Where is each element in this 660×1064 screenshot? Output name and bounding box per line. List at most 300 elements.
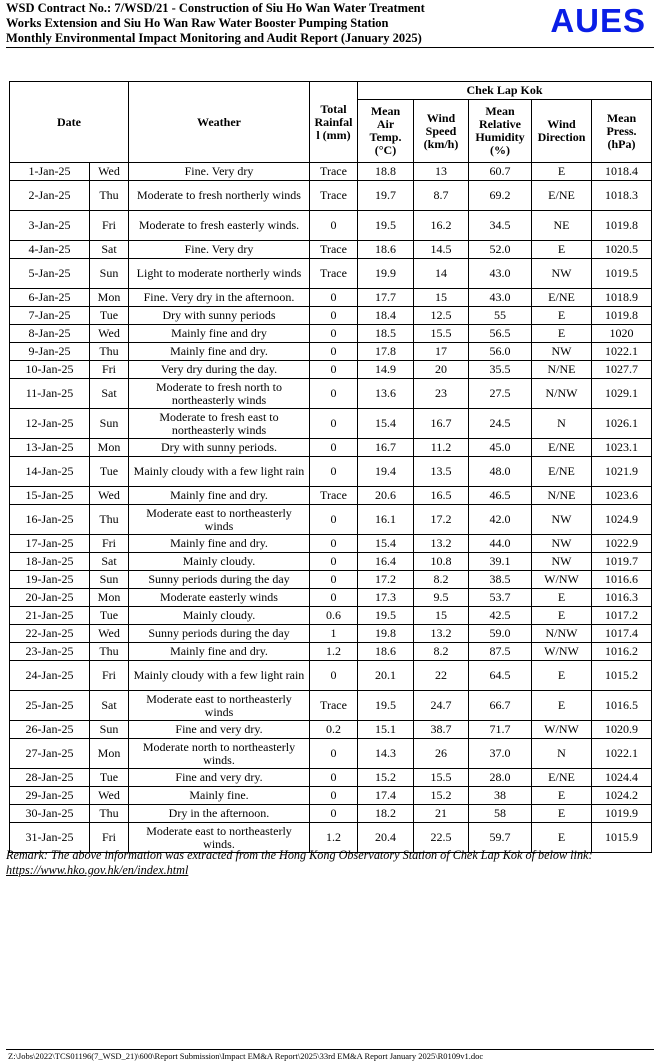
cell-weather: Fine and very dry. [129, 721, 310, 739]
cell-day: Sat [90, 379, 129, 409]
cell-date: 16-Jan-25 [10, 505, 90, 535]
cell-rain: 0 [310, 361, 358, 379]
cell-date: 12-Jan-25 [10, 409, 90, 439]
cell-hum: 34.5 [469, 211, 532, 241]
cell-press: 1021.9 [592, 457, 652, 487]
cell-rain: 0.6 [310, 607, 358, 625]
cell-date: 10-Jan-25 [10, 361, 90, 379]
cell-press: 1024.4 [592, 769, 652, 787]
cell-hum: 27.5 [469, 379, 532, 409]
table-row [10, 643, 652, 661]
cell-rain: 0 [310, 457, 358, 487]
cell-day: Thu [90, 643, 129, 661]
cell-press: 1024.2 [592, 787, 652, 805]
cell-dir: N/NW [532, 625, 592, 643]
cell-date: 19-Jan-25 [10, 571, 90, 589]
table-row [10, 307, 652, 325]
cell-hum: 43.0 [469, 259, 532, 289]
cell-day: Wed [90, 325, 129, 343]
cell-weather: Mainly fine. [129, 787, 310, 805]
cell-wind: 38.7 [414, 721, 469, 739]
cell-rain: 0 [310, 787, 358, 805]
cell-dir: NE [532, 211, 592, 241]
cell-dir: NW [532, 535, 592, 553]
cell-wind: 26 [414, 739, 469, 769]
aues-logo: AUES [550, 2, 646, 39]
cell-rain: 0 [310, 535, 358, 553]
cell-press: 1019.7 [592, 553, 652, 571]
cell-day: Wed [90, 787, 129, 805]
cell-temp: 18.2 [358, 805, 414, 823]
cell-rain: 0 [310, 589, 358, 607]
table-row [10, 457, 652, 487]
table-row [10, 805, 652, 823]
cell-date: 26-Jan-25 [10, 721, 90, 739]
cell-dir: E [532, 661, 592, 691]
header-line-1: WSD Contract No.: 7/WSD/21 - Construction of Siu Ho Wan Water Treatment [6, 1, 425, 15]
cell-hum: 37.0 [469, 739, 532, 769]
cell-date: 5-Jan-25 [10, 259, 90, 289]
cell-hum: 69.2 [469, 181, 532, 211]
cell-weather: Dry in the afternoon. [129, 805, 310, 823]
cell-rain: 0 [310, 553, 358, 571]
cell-date: 14-Jan-25 [10, 457, 90, 487]
cell-temp: 19.4 [358, 457, 414, 487]
header-text [6, 1, 425, 46]
cell-press: 1020.5 [592, 241, 652, 259]
cell-temp: 16.7 [358, 439, 414, 457]
cell-weather: Dry with sunny periods. [129, 439, 310, 457]
cell-press: 1017.2 [592, 607, 652, 625]
cell-wind: 16.7 [414, 409, 469, 439]
cell-dir: N/NE [532, 361, 592, 379]
cell-date: 24-Jan-25 [10, 661, 90, 691]
cell-dir: E [532, 163, 592, 181]
cell-rain: 0 [310, 805, 358, 823]
cell-day: Sat [90, 553, 129, 571]
cell-press: 1016.3 [592, 589, 652, 607]
cell-weather: Moderate to fresh north to northeasterly winds [129, 379, 310, 409]
cell-rain: 0 [310, 439, 358, 457]
cell-dir: E/NE [532, 769, 592, 787]
cell-day: Sun [90, 409, 129, 439]
cell-temp: 14.9 [358, 361, 414, 379]
cell-press: 1019.8 [592, 307, 652, 325]
cell-day: Sun [90, 571, 129, 589]
cell-dir: E [532, 241, 592, 259]
cell-wind: 8.2 [414, 643, 469, 661]
cell-temp: 18.6 [358, 241, 414, 259]
cell-weather: Moderate easterly winds [129, 589, 310, 607]
table-row [10, 505, 652, 535]
cell-press: 1019.8 [592, 211, 652, 241]
cell-day: Sun [90, 259, 129, 289]
cell-weather: Mainly fine and dry. [129, 643, 310, 661]
cell-temp: 18.4 [358, 307, 414, 325]
cell-weather: Moderate to fresh easterly winds. [129, 211, 310, 241]
table-row [10, 535, 652, 553]
cell-hum: 42.0 [469, 505, 532, 535]
cell-dir: E [532, 307, 592, 325]
cell-rain: 0 [310, 661, 358, 691]
cell-day: Thu [90, 805, 129, 823]
cell-dir: NW [532, 259, 592, 289]
cell-weather: Mainly cloudy. [129, 607, 310, 625]
cell-temp: 20.4 [358, 823, 414, 853]
cell-temp: 19.5 [358, 691, 414, 721]
cell-day: Mon [90, 289, 129, 307]
cell-wind: 9.5 [414, 589, 469, 607]
cell-press: 1018.4 [592, 163, 652, 181]
cell-day: Wed [90, 625, 129, 643]
cell-date: 2-Jan-25 [10, 181, 90, 211]
cell-day: Sat [90, 241, 129, 259]
cell-weather: Fine. Very dry [129, 241, 310, 259]
cell-press: 1015.2 [592, 661, 652, 691]
table-row [10, 259, 652, 289]
cell-rain: 0.2 [310, 721, 358, 739]
cell-hum: 48.0 [469, 457, 532, 487]
cell-hum: 64.5 [469, 661, 532, 691]
cell-temp: 19.8 [358, 625, 414, 643]
cell-date: 6-Jan-25 [10, 289, 90, 307]
cell-dir: E/NE [532, 439, 592, 457]
cell-hum: 52.0 [469, 241, 532, 259]
cell-rain: Trace [310, 259, 358, 289]
table-row [10, 289, 652, 307]
table-row [10, 379, 652, 409]
table-row [10, 211, 652, 241]
cell-hum: 38 [469, 787, 532, 805]
table-row [10, 739, 652, 769]
header-humidity: Mean Relative Humidity (%) [469, 100, 532, 163]
cell-hum: 39.1 [469, 553, 532, 571]
table-row [10, 325, 652, 343]
cell-wind: 21 [414, 805, 469, 823]
cell-day: Fri [90, 361, 129, 379]
cell-rain: 0 [310, 307, 358, 325]
cell-press: 1026.1 [592, 409, 652, 439]
cell-rain: Trace [310, 487, 358, 505]
cell-day: Thu [90, 181, 129, 211]
cell-press: 1022.9 [592, 535, 652, 553]
table-row [10, 181, 652, 211]
cell-wind: 17 [414, 343, 469, 361]
header-line-3: Monthly Environmental Impact Monitoring and Audit Report (January 2025) [6, 31, 422, 45]
cell-date: 13-Jan-25 [10, 439, 90, 457]
cell-hum: 60.7 [469, 163, 532, 181]
cell-dir: N/NW [532, 379, 592, 409]
header-divider [6, 47, 654, 48]
cell-dir: N [532, 409, 592, 439]
cell-rain: 0 [310, 379, 358, 409]
cell-rain: Trace [310, 163, 358, 181]
cell-rain: 0 [310, 325, 358, 343]
cell-hum: 42.5 [469, 607, 532, 625]
cell-date: 20-Jan-25 [10, 589, 90, 607]
cell-hum: 44.0 [469, 535, 532, 553]
table-row [10, 361, 652, 379]
cell-dir: E [532, 787, 592, 805]
cell-press: 1024.9 [592, 505, 652, 535]
cell-weather: Mainly fine and dry [129, 325, 310, 343]
cell-day: Mon [90, 439, 129, 457]
cell-date: 4-Jan-25 [10, 241, 90, 259]
cell-dir: N [532, 739, 592, 769]
cell-wind: 20 [414, 361, 469, 379]
cell-press: 1022.1 [592, 739, 652, 769]
cell-date: 28-Jan-25 [10, 769, 90, 787]
cell-hum: 71.7 [469, 721, 532, 739]
cell-hum: 66.7 [469, 691, 532, 721]
cell-temp: 19.5 [358, 211, 414, 241]
cell-dir: E/NE [532, 181, 592, 211]
cell-hum: 24.5 [469, 409, 532, 439]
cell-date: 22-Jan-25 [10, 625, 90, 643]
cell-day: Wed [90, 163, 129, 181]
cell-hum: 56.0 [469, 343, 532, 361]
table-row [10, 241, 652, 259]
cell-day: Fri [90, 535, 129, 553]
cell-hum: 38.5 [469, 571, 532, 589]
cell-day: Fri [90, 211, 129, 241]
remark-text: Remark: The above information was extracted from the Hong Kong Observatory Station of Chek Lap Kok of below link: [6, 848, 593, 862]
cell-press: 1016.6 [592, 571, 652, 589]
cell-temp: 17.8 [358, 343, 414, 361]
cell-dir: E [532, 325, 592, 343]
cell-date: 30-Jan-25 [10, 805, 90, 823]
cell-rain: Trace [310, 181, 358, 211]
footer-path: Z:\Jobs\2022\TCS01196(7_WSD_21)\600\Report Submission\Impact EM&A Report\2025\33rd EM&A Report January 2025\R0109v1.doc [8, 1051, 484, 1061]
header-pressure: Mean Press. (hPa) [592, 100, 652, 163]
cell-rain: 0 [310, 769, 358, 787]
cell-temp: 18.5 [358, 325, 414, 343]
cell-hum: 28.0 [469, 769, 532, 787]
cell-wind: 12.5 [414, 307, 469, 325]
cell-wind: 13.5 [414, 457, 469, 487]
cell-press: 1018.3 [592, 181, 652, 211]
cell-wind: 13.2 [414, 535, 469, 553]
cell-date: 17-Jan-25 [10, 535, 90, 553]
cell-hum: 59.7 [469, 823, 532, 853]
cell-rain: Trace [310, 691, 358, 721]
cell-weather: Moderate to fresh northerly winds [129, 181, 310, 211]
cell-wind: 13 [414, 163, 469, 181]
table-row [10, 625, 652, 643]
cell-wind: 13.2 [414, 625, 469, 643]
weather-table [9, 81, 652, 853]
header-line-2: Works Extension and Siu Ho Wan Raw Water Booster Pumping Station [6, 16, 389, 30]
cell-weather: Very dry during the day. [129, 361, 310, 379]
cell-rain: 1 [310, 625, 358, 643]
cell-wind: 15.5 [414, 325, 469, 343]
cell-temp: 16.1 [358, 505, 414, 535]
cell-weather: Mainly fine and dry. [129, 487, 310, 505]
cell-dir: E [532, 823, 592, 853]
cell-hum: 87.5 [469, 643, 532, 661]
table-row [10, 487, 652, 505]
cell-weather: Moderate to fresh east to northeasterly winds [129, 409, 310, 439]
cell-hum: 56.5 [469, 325, 532, 343]
cell-wind: 23 [414, 379, 469, 409]
cell-date: 25-Jan-25 [10, 691, 90, 721]
cell-temp: 15.4 [358, 409, 414, 439]
report-header [6, 1, 654, 47]
cell-dir: E/NE [532, 457, 592, 487]
cell-weather: Light to moderate northerly winds [129, 259, 310, 289]
table-row [10, 589, 652, 607]
cell-hum: 46.5 [469, 487, 532, 505]
cell-temp: 17.4 [358, 787, 414, 805]
cell-day: Tue [90, 607, 129, 625]
cell-day: Tue [90, 457, 129, 487]
cell-temp: 20.6 [358, 487, 414, 505]
cell-dir: W/NW [532, 643, 592, 661]
table-row [10, 163, 652, 181]
cell-rain: 0 [310, 505, 358, 535]
cell-day: Wed [90, 487, 129, 505]
cell-hum: 35.5 [469, 361, 532, 379]
footer-divider [6, 1049, 654, 1050]
cell-wind: 11.2 [414, 439, 469, 457]
cell-dir: E/NE [532, 289, 592, 307]
cell-date: 11-Jan-25 [10, 379, 90, 409]
cell-press: 1016.2 [592, 643, 652, 661]
cell-dir: NW [532, 343, 592, 361]
header-row-1 [10, 82, 652, 100]
remark [6, 848, 658, 878]
cell-temp: 17.2 [358, 571, 414, 589]
table-row [10, 553, 652, 571]
cell-temp: 14.3 [358, 739, 414, 769]
cell-temp: 19.9 [358, 259, 414, 289]
cell-rain: 0 [310, 211, 358, 241]
cell-temp: 20.1 [358, 661, 414, 691]
cell-temp: 15.1 [358, 721, 414, 739]
cell-hum: 45.0 [469, 439, 532, 457]
header-wind-direction: Wind Direction [532, 100, 592, 163]
cell-wind: 8.2 [414, 571, 469, 589]
cell-rain: 0 [310, 289, 358, 307]
cell-press: 1020.9 [592, 721, 652, 739]
cell-temp: 15.2 [358, 769, 414, 787]
cell-rain: 1.2 [310, 823, 358, 853]
cell-dir: NW [532, 553, 592, 571]
header-temp: Mean Air Temp. (°C) [358, 100, 414, 163]
cell-day: Fri [90, 823, 129, 853]
cell-press: 1029.1 [592, 379, 652, 409]
cell-date: 21-Jan-25 [10, 607, 90, 625]
table-row [10, 439, 652, 457]
cell-dir: E [532, 805, 592, 823]
cell-wind: 14 [414, 259, 469, 289]
cell-dir: E [532, 691, 592, 721]
cell-date: 1-Jan-25 [10, 163, 90, 181]
header-wind-speed: Wind Speed (km/h) [414, 100, 469, 163]
cell-temp: 17.3 [358, 589, 414, 607]
cell-rain: 1.2 [310, 643, 358, 661]
cell-wind: 24.7 [414, 691, 469, 721]
cell-hum: 59.0 [469, 625, 532, 643]
cell-weather: Sunny periods during the day [129, 571, 310, 589]
header-station: Chek Lap Kok [358, 82, 652, 100]
cell-temp: 17.7 [358, 289, 414, 307]
cell-day: Tue [90, 307, 129, 325]
cell-date: 9-Jan-25 [10, 343, 90, 361]
cell-rain: 0 [310, 739, 358, 769]
cell-dir: W/NW [532, 721, 592, 739]
cell-temp: 15.4 [358, 535, 414, 553]
table-row [10, 661, 652, 691]
cell-dir: W/NW [532, 571, 592, 589]
cell-press: 1020 [592, 325, 652, 343]
cell-dir: N/NE [532, 487, 592, 505]
cell-wind: 14.5 [414, 241, 469, 259]
cell-date: 7-Jan-25 [10, 307, 90, 325]
cell-weather: Fine. Very dry [129, 163, 310, 181]
header-date: Date [10, 82, 129, 163]
cell-temp: 16.4 [358, 553, 414, 571]
cell-weather: Sunny periods during the day [129, 625, 310, 643]
cell-wind: 15 [414, 289, 469, 307]
cell-press: 1019.5 [592, 259, 652, 289]
cell-weather: Mainly fine and dry. [129, 343, 310, 361]
cell-day: Sat [90, 691, 129, 721]
header-weather: Weather [129, 82, 310, 163]
table-row [10, 691, 652, 721]
cell-day: Thu [90, 343, 129, 361]
cell-weather: Moderate north to northeasterly winds. [129, 739, 310, 769]
cell-weather: Mainly cloudy with a few light rain [129, 661, 310, 691]
cell-press: 1023.1 [592, 439, 652, 457]
cell-press: 1017.4 [592, 625, 652, 643]
table-row [10, 343, 652, 361]
table-row [10, 607, 652, 625]
cell-temp: 18.6 [358, 643, 414, 661]
cell-day: Fri [90, 661, 129, 691]
cell-date: 29-Jan-25 [10, 787, 90, 805]
cell-wind: 10.8 [414, 553, 469, 571]
hko-link[interactable]: https://www.hko.gov.hk/en/index.html [6, 863, 189, 877]
cell-dir: NW [532, 505, 592, 535]
cell-wind: 15.2 [414, 787, 469, 805]
cell-date: 8-Jan-25 [10, 325, 90, 343]
cell-dir: E [532, 607, 592, 625]
cell-date: 3-Jan-25 [10, 211, 90, 241]
cell-day: Sun [90, 721, 129, 739]
table-row [10, 409, 652, 439]
cell-temp: 13.6 [358, 379, 414, 409]
cell-press: 1023.6 [592, 487, 652, 505]
cell-weather: Moderate east to northeasterly winds [129, 691, 310, 721]
cell-rain: 0 [310, 409, 358, 439]
cell-date: 23-Jan-25 [10, 643, 90, 661]
cell-weather: Moderate east to northeasterly winds [129, 505, 310, 535]
cell-press: 1015.9 [592, 823, 652, 853]
cell-date: 27-Jan-25 [10, 739, 90, 769]
cell-weather: Mainly fine and dry. [129, 535, 310, 553]
cell-press: 1022.1 [592, 343, 652, 361]
cell-day: Thu [90, 505, 129, 535]
cell-date: 15-Jan-25 [10, 487, 90, 505]
cell-temp: 19.5 [358, 607, 414, 625]
cell-hum: 53.7 [469, 589, 532, 607]
cell-press: 1027.7 [592, 361, 652, 379]
cell-temp: 19.7 [358, 181, 414, 211]
cell-weather: Dry with sunny periods [129, 307, 310, 325]
cell-day: Mon [90, 589, 129, 607]
cell-hum: 43.0 [469, 289, 532, 307]
